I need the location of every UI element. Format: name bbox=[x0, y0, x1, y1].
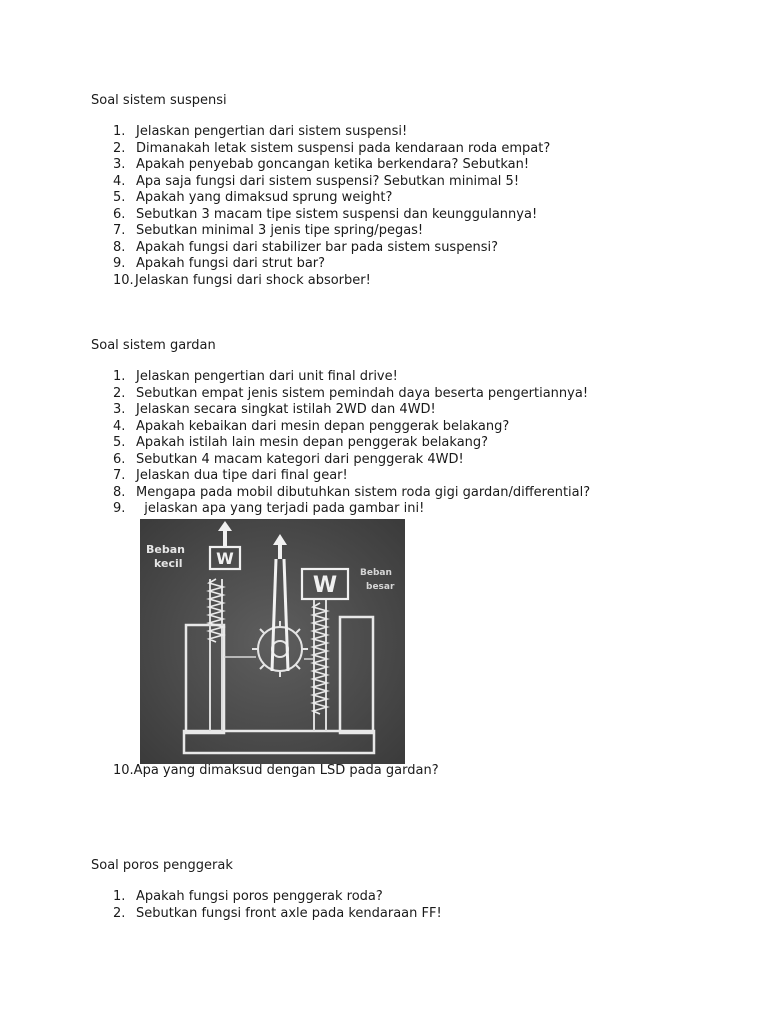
weight-symbol-left: W bbox=[216, 549, 234, 568]
item-text: Apakah penyebab goncangan ketika berkendara? Sebutkan! bbox=[136, 157, 530, 173]
item-text: Jelaskan pengertian dari sistem suspensi! bbox=[136, 124, 408, 139]
item-text: Apakah fungsi poros penggerak roda? bbox=[136, 889, 383, 904]
item-text: Sebutkan fungsi front axle pada kendaraan FF! bbox=[136, 905, 442, 921]
item-text: Dimanakah letak sistem suspensi pada kendaraan roda empat? bbox=[136, 140, 551, 156]
item-text: Sebutkan empat jenis sistem pemindah daya beserta pengertiannya! bbox=[136, 385, 589, 401]
item-text: Apakah yang dimaksud sprung weight? bbox=[136, 190, 393, 206]
item-number: 2. bbox=[113, 140, 126, 156]
item-number: 4. bbox=[113, 418, 126, 434]
item-number: 5. bbox=[113, 435, 126, 451]
item-number: 1. bbox=[113, 369, 126, 384]
item-number: 1. bbox=[113, 124, 126, 139]
item-number: 2. bbox=[113, 385, 126, 401]
differential-diagram-figure bbox=[140, 519, 405, 764]
item-text: Apa saja fungsi dari sistem suspensi? Sebutkan minimal 5! bbox=[136, 173, 520, 189]
item-number: 4. bbox=[113, 173, 126, 189]
item-number: 3. bbox=[113, 402, 126, 418]
item-text: Jelaskan dua tipe dari final gear! bbox=[136, 468, 348, 484]
item-number: 9. bbox=[113, 501, 126, 517]
item-number: 3. bbox=[113, 157, 126, 173]
item-number: 7. bbox=[113, 223, 126, 239]
label-beban-besar-line2: besar bbox=[366, 582, 395, 592]
item-number: 6. bbox=[113, 451, 126, 467]
weight-symbol-right: W bbox=[312, 573, 338, 598]
item-text: Apakah kebaikan dari mesin depan penggerak belakang? bbox=[136, 418, 510, 434]
item-text: Jelaskan secara singkat istilah 2WD dan 4WD! bbox=[136, 402, 436, 418]
item-number: 9. bbox=[113, 256, 126, 272]
item-number: 2. bbox=[113, 905, 126, 921]
item-text: Apakah istilah lain mesin depan penggerak belakang? bbox=[136, 435, 489, 451]
item-number: 7. bbox=[113, 468, 126, 484]
question-gardan-10: 10.Apa yang dimaksud dengan LSD pada gardan? bbox=[113, 763, 439, 778]
label-beban-kecil-line2: kecil bbox=[154, 557, 183, 570]
item-text: Mengapa pada mobil dibutuhkan sistem roda gigi gardan/differential? bbox=[136, 484, 591, 500]
item-text: Sebutkan minimal 3 jenis tipe spring/pegas! bbox=[136, 223, 424, 239]
item-number: 8. bbox=[113, 239, 126, 255]
item-number: 10. bbox=[113, 272, 134, 288]
item-number: 1. bbox=[113, 889, 126, 904]
item-text: Sebutkan 3 macam tipe sistem suspensi dan keunggulannya! bbox=[136, 206, 538, 222]
section-heading-gardan: Soal sistem gardan bbox=[91, 338, 216, 353]
item-text: Sebutkan 4 macam kategori dari penggerak 4WD! bbox=[136, 451, 464, 467]
section-heading-suspensi: Soal sistem suspensi bbox=[91, 93, 227, 108]
item-number: 8. bbox=[113, 484, 126, 500]
item-number: 6. bbox=[113, 206, 126, 222]
item-text: jelaskan apa yang terjadi pada gambar ini! bbox=[136, 501, 425, 517]
item-text: Jelaskan fungsi dari shock absorber! bbox=[135, 272, 371, 288]
item-text: Apakah fungsi dari stabilizer bar pada sistem suspensi? bbox=[136, 239, 498, 255]
item-number: 5. bbox=[113, 190, 126, 206]
item-text: Jelaskan pengertian dari unit final drive! bbox=[136, 369, 398, 384]
label-beban-besar-line1: Beban bbox=[360, 568, 392, 578]
section-heading-poros: Soal poros penggerak bbox=[91, 858, 233, 873]
item-text: Apakah fungsi dari strut bar? bbox=[136, 256, 326, 272]
label-beban-kecil-line1: Beban bbox=[146, 543, 185, 556]
